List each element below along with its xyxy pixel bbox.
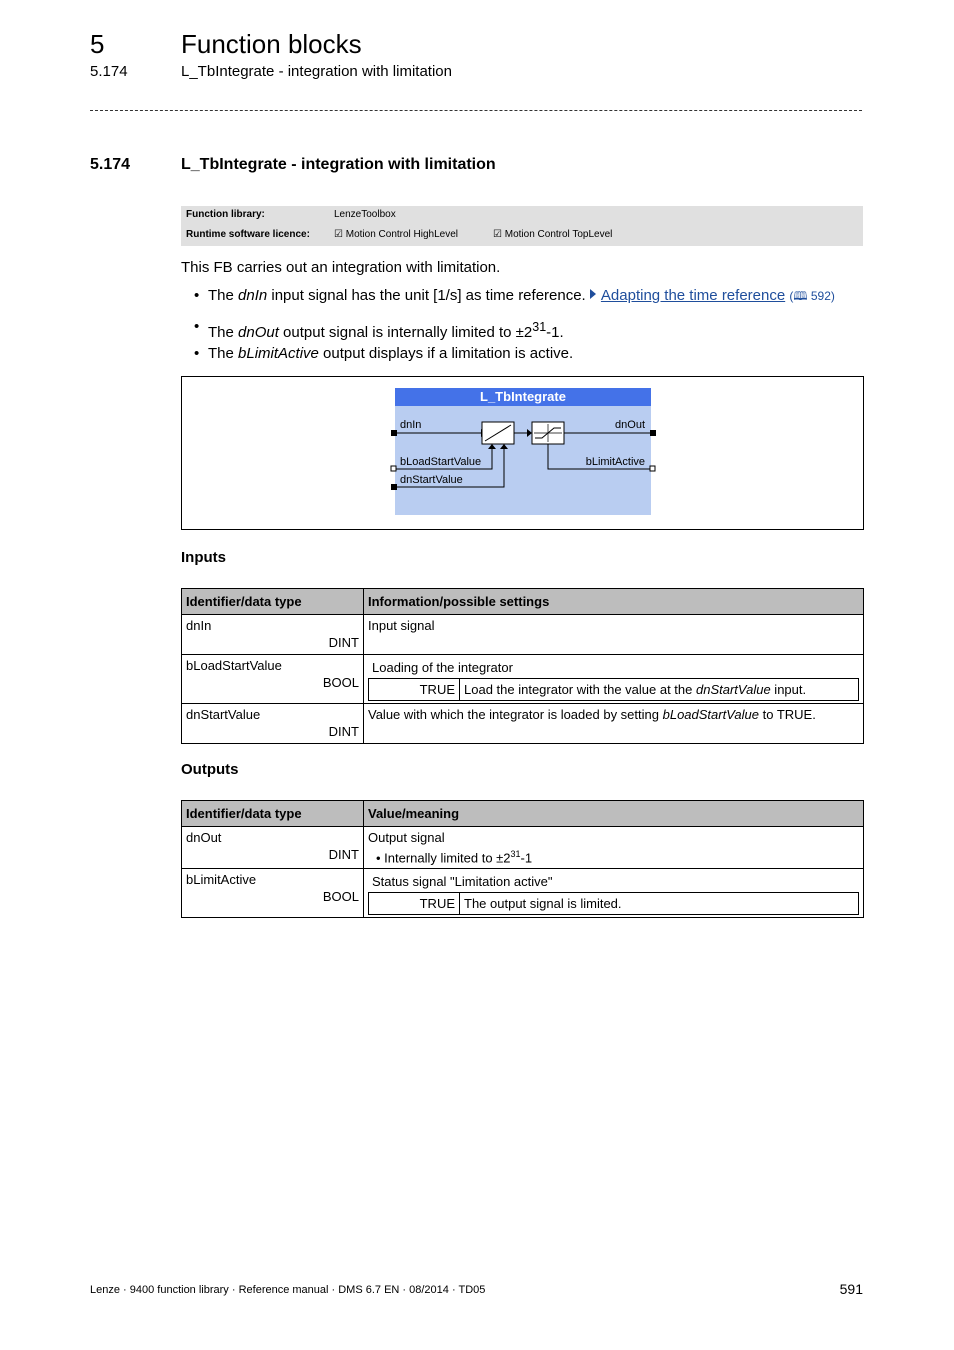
data-type: DINT <box>328 724 359 739</box>
note-text: • Internally limited to ±2 <box>376 850 511 866</box>
exponent: 31 <box>510 849 521 859</box>
bullet-text: The <box>208 324 239 341</box>
identifier: dnOut <box>186 830 222 845</box>
info-text: Status signal "Limitation active" <box>372 874 553 890</box>
chapter-title: Function blocks <box>181 29 362 59</box>
data-type: BOOL <box>322 675 359 690</box>
identifier: dnStartValue <box>186 707 261 722</box>
bullet-text: The <box>208 345 239 362</box>
identifier: dnIn <box>186 618 212 633</box>
var-bloadstartvalue: bLoadStartValue <box>662 707 759 722</box>
exponent: 31 <box>532 320 547 334</box>
identifier-cell <box>182 655 364 704</box>
input-port-dnin <box>391 430 397 436</box>
info-cell <box>364 827 864 869</box>
output-port-dnout <box>650 430 656 436</box>
value-row <box>369 893 859 915</box>
subsection-number: 5.174 <box>90 63 128 80</box>
var-dnstartvalue: dnStartValue <box>696 682 771 697</box>
value-meaning <box>460 679 859 701</box>
inputs-heading: Inputs <box>181 549 226 566</box>
table-header-row <box>182 801 864 827</box>
column-header: Information/possible settings <box>364 589 864 615</box>
info-text: Loading of the integrator <box>372 660 513 675</box>
column-header: Identifier/data type <box>182 589 364 615</box>
info-note <box>368 846 859 866</box>
identifier-cell <box>182 615 364 655</box>
value-text: Load the integrator with the value at the <box>464 682 696 697</box>
identifier-cell <box>182 869 364 918</box>
licence-highlevel: ☑ Motion Control HighLevel <box>334 229 459 240</box>
input-port-dnstartvalue <box>391 484 397 490</box>
subsection-title: L_TbIntegrate - integration with limitation <box>181 63 452 80</box>
link-adapting-time-reference[interactable]: Adapting the time reference <box>600 287 786 304</box>
bullet-time-reference <box>194 286 835 306</box>
function-block-diagram <box>182 377 863 529</box>
table-row <box>182 827 864 869</box>
note-text: -1 <box>520 850 533 866</box>
label-bloadstartvalue: bLoadStartValue <box>400 456 482 468</box>
bullet-limit-active <box>194 344 574 364</box>
bullet-text: input signal has the unit [1/s] as time reference. <box>267 287 586 304</box>
identifier-cell <box>182 827 364 869</box>
value-meaning: The output signal is limited. <box>460 893 859 915</box>
info-text: Output signal <box>368 830 445 845</box>
output-port-blimitactive <box>650 466 655 471</box>
column-header: Identifier/data type <box>182 801 364 827</box>
table-row <box>182 615 864 655</box>
inputs-table <box>181 588 864 744</box>
table-header-row <box>182 589 864 615</box>
licence-toplevel: ☑ Motion Control TopLevel <box>493 229 613 240</box>
bullet-dot: • <box>194 287 200 304</box>
page-number: 591 <box>839 1281 863 1297</box>
licence-label: Runtime software licence: <box>186 229 310 240</box>
value-row <box>369 679 859 701</box>
bullet-dot: • <box>194 345 200 362</box>
data-type: BOOL <box>322 889 359 905</box>
identifier: bLimitActive <box>186 872 257 888</box>
section-number: 5.174 <box>90 156 131 173</box>
data-type: DINT <box>328 635 359 650</box>
block-title: L_TbIntegrate <box>480 389 566 404</box>
info-cell <box>364 704 864 744</box>
function-block-figure <box>181 376 864 530</box>
outputs-heading: Outputs <box>181 761 239 778</box>
library-label: Function library: <box>186 209 265 220</box>
info-cell <box>364 869 864 918</box>
bullet-text: output displays if a limitation is active. <box>318 345 574 362</box>
chapter-number: 5 <box>90 29 105 59</box>
library-value: LenzeToolbox <box>334 209 396 220</box>
info-cell: Input signal <box>364 615 864 655</box>
bullet-output-limit <box>194 317 564 343</box>
outputs-table <box>181 800 864 918</box>
value-subtable <box>368 892 859 915</box>
header-divider <box>90 110 862 111</box>
bullet-text: -1. <box>546 324 564 341</box>
book-icon: 🕮 <box>793 289 808 303</box>
label-dnout: dnOut <box>615 419 645 431</box>
info-text: Value with which the integrator is loaded by setting <box>368 707 663 722</box>
identifier: bLoadStartValue <box>186 658 282 673</box>
label-dnin: dnIn <box>400 419 422 431</box>
bullet-text: output signal is internally limited to ±2 <box>278 324 533 341</box>
info-cell <box>364 655 864 704</box>
value-subtable <box>368 678 859 701</box>
section-title: L_TbIntegrate - integration with limitation <box>181 156 496 173</box>
info-text: to TRUE. <box>758 707 816 722</box>
value-key: TRUE <box>369 893 460 915</box>
identifier-cell <box>182 704 364 744</box>
page-reference[interactable]: (🕮 592) <box>789 289 835 303</box>
var-dnout: dnOut <box>238 324 279 341</box>
footer-text: Lenze · 9400 function library · Reference manual · DMS 6.7 EN · 08/2014 · TD05 <box>90 1284 486 1296</box>
table-row <box>182 704 864 744</box>
intro-text: This FB carries out an integration with limitation. <box>181 259 501 276</box>
table-row <box>182 655 864 704</box>
library-info-box <box>181 206 863 246</box>
label-blimitactive: bLimitActive <box>585 456 645 468</box>
var-dnin: dnIn <box>238 287 268 304</box>
bullet-text: The <box>208 287 239 304</box>
data-type: DINT <box>328 847 359 862</box>
label-dnstartvalue: dnStartValue <box>400 474 463 486</box>
column-header: Value/meaning <box>364 801 864 827</box>
var-blimitactive: bLimitActive <box>238 345 319 362</box>
input-port-bloadstartvalue <box>391 466 396 471</box>
bullet-dot: • <box>194 318 200 335</box>
value-text: input. <box>770 682 807 697</box>
arrow-right-icon <box>590 289 596 299</box>
value-key: TRUE <box>369 679 460 701</box>
page-reference-number: 592 <box>810 289 831 303</box>
table-row <box>182 869 864 918</box>
